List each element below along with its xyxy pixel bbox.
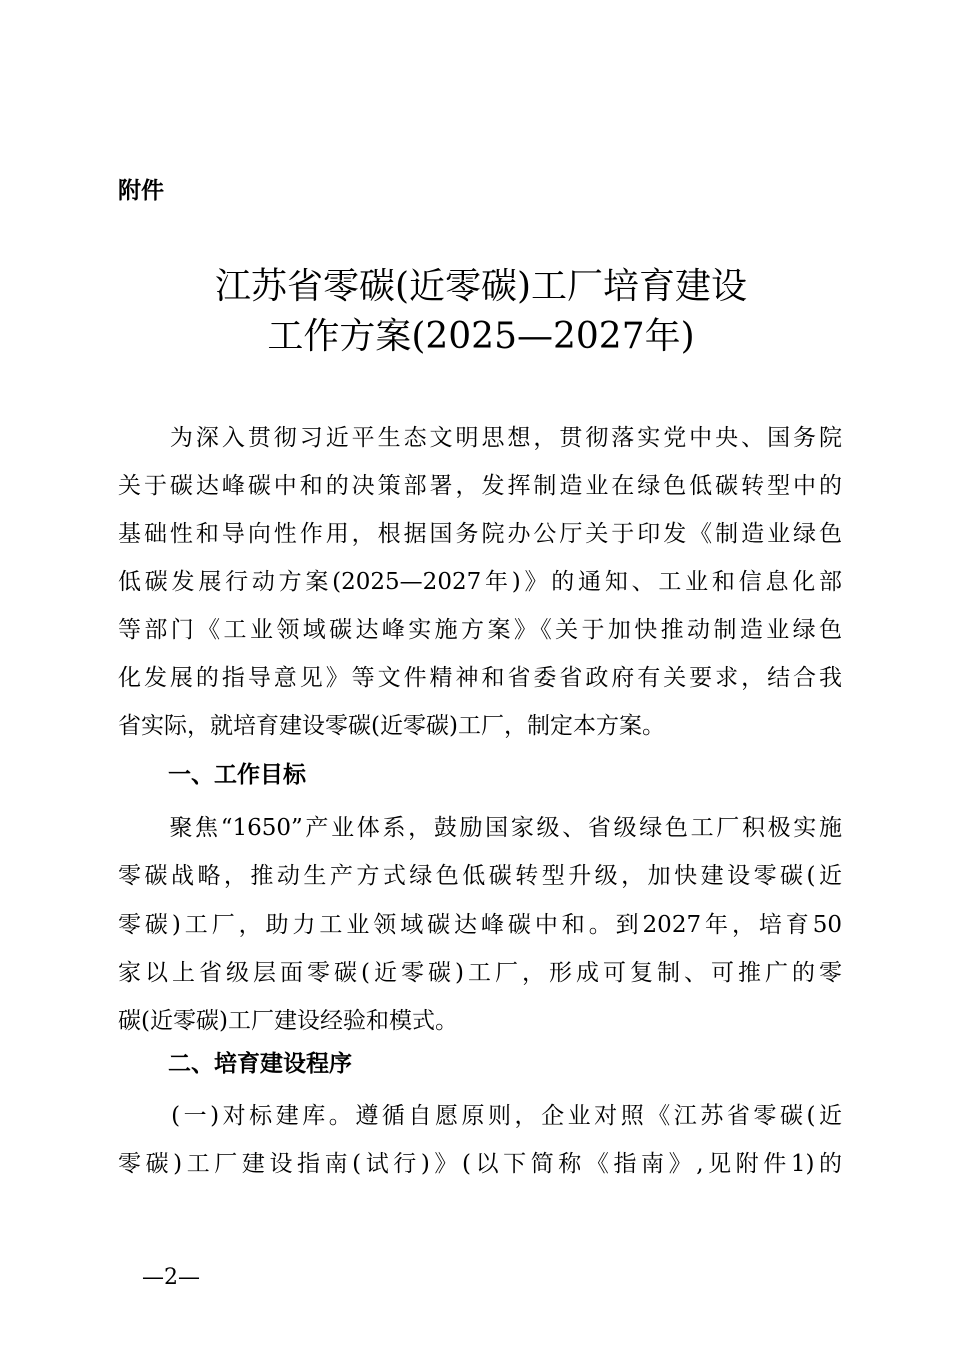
page-number: —2— (142, 1265, 200, 1290)
attachment-label: 附件 (118, 178, 164, 204)
text-line: 关于碳达峰碳中和的决策部署，发挥制造业在绿色低碳转型中的 (118, 473, 842, 499)
text-line: (一)对标建库。遵循自愿原则，企业对照《江苏省零碳(近 (118, 1103, 842, 1129)
text-line: 零碳)工厂建设指南(试行)》(以下简称《指南》,见附件1)的 (118, 1151, 842, 1177)
text-line: 聚焦“1650”产业体系，鼓励国家级、省级绿色工厂积极实施 (118, 815, 842, 841)
text-line: 基础性和导向性作用，根据国务院办公厅关于印发《制造业绿色 (118, 521, 842, 547)
document-title-line-2: 工作方案(2025—2027年) (267, 316, 695, 357)
document-title-line-1: 江苏省零碳(近零碳)工厂培育建设 (214, 266, 748, 307)
text-line: 低碳发展行动方案(2025—2027年)》的通知、工业和信息化部 (118, 569, 842, 595)
text-line: 化发展的指导意见》等文件精神和省委省政府有关要求，结合我 (118, 665, 842, 691)
text-line: 零碳战略，推动生产方式绿色低碳转型升级，加快建设零碳(近 (118, 863, 842, 889)
text-line: 等部门《工业领域碳达峰实施方案》《关于加快推动制造业绿色 (118, 617, 842, 643)
text-line: 碳(近零碳)工厂建设经验和模式。 (118, 1008, 458, 1034)
text-line: 为深入贯彻习近平生态文明思想，贯彻落实党中央、国务院 (118, 425, 842, 451)
text-line: 零碳)工厂，助力工业领域碳达峰碳中和。到2027年，培育50 (118, 912, 842, 938)
text-line: 家以上省级层面零碳(近零碳)工厂，形成可复制、可推广的零 (118, 960, 842, 986)
document-title (120, 262, 842, 362)
section-heading-procedure: 二、培育建设程序 (168, 1051, 352, 1077)
text-line: 省实际，就培育建设零碳(近零碳)工厂，制定本方案。 (118, 713, 665, 739)
section-heading-work-goals: 一、工作目标 (168, 762, 306, 788)
